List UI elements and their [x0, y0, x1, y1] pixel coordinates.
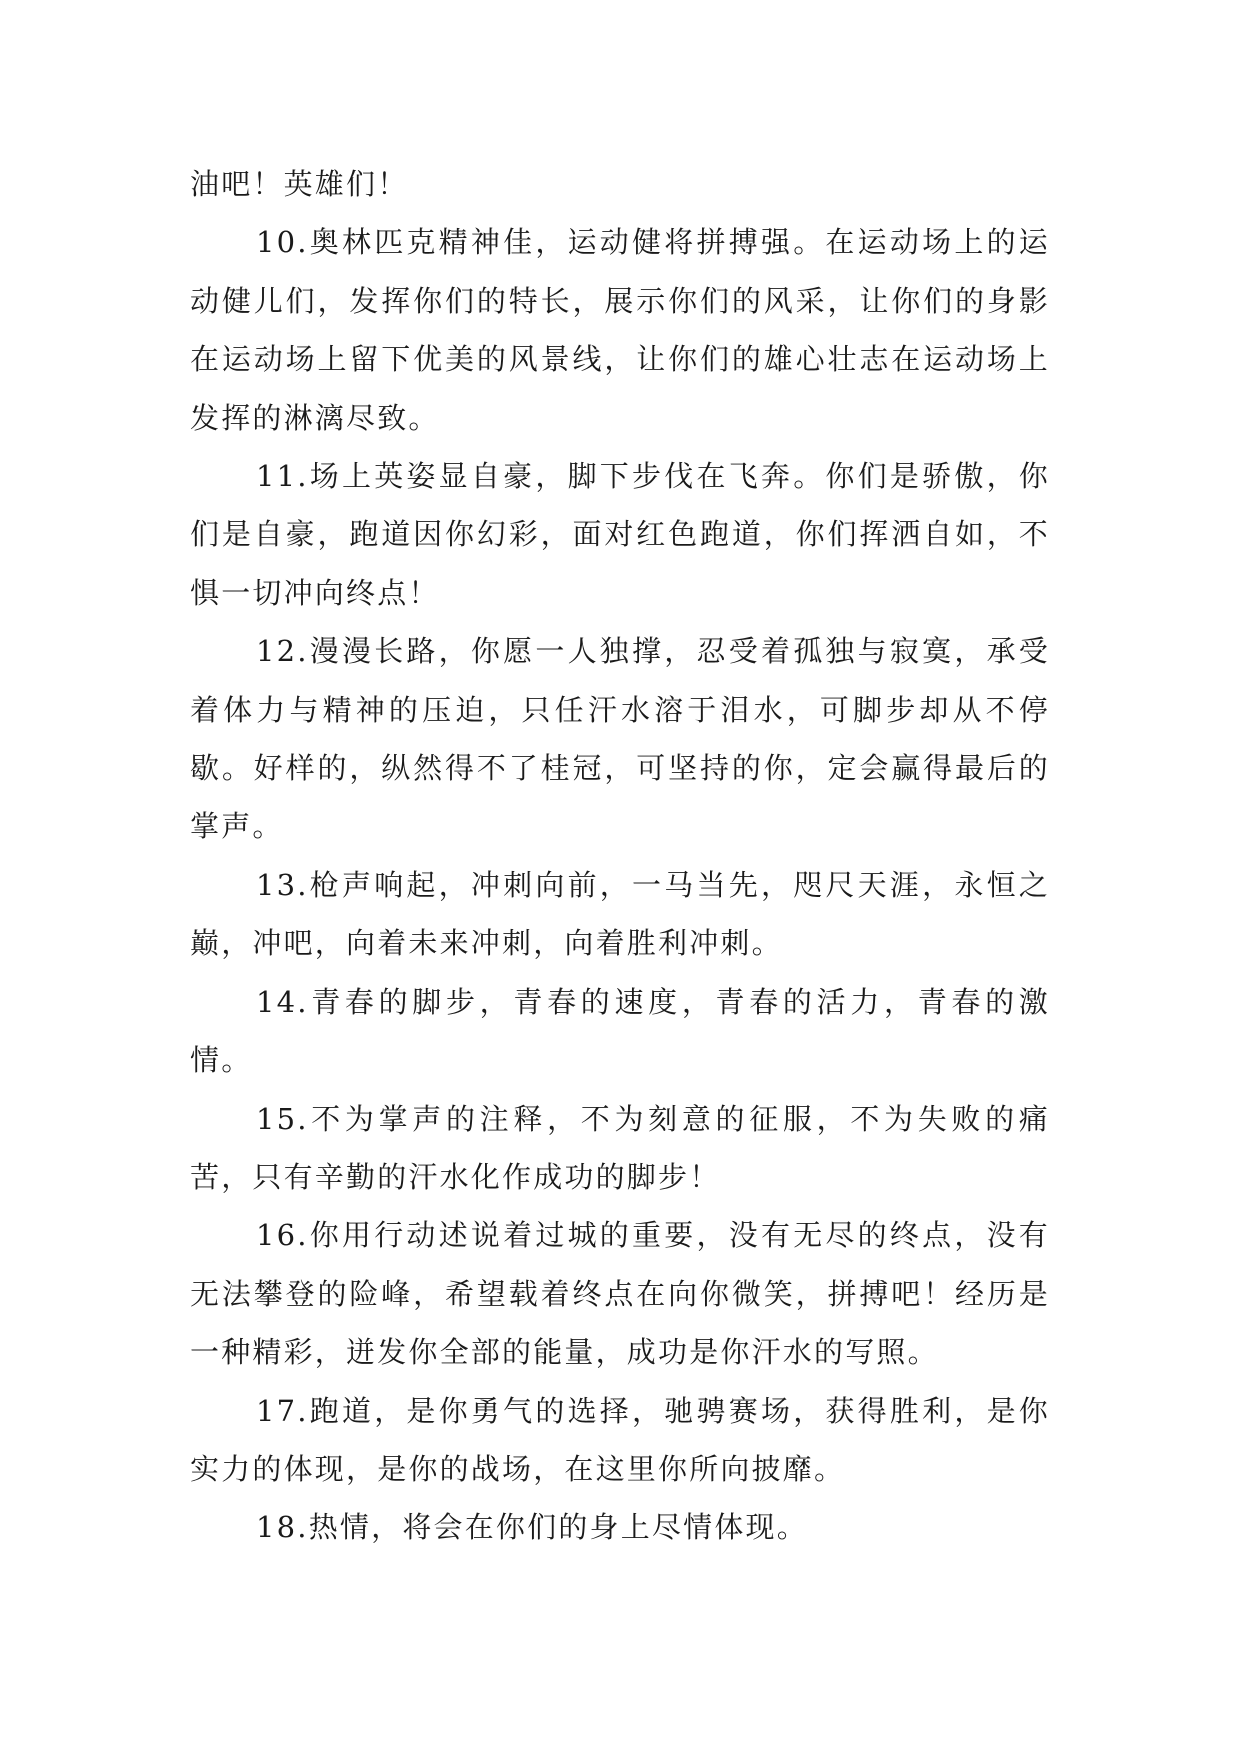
paragraph-item-11: 11.场上英姿显自豪，脚下步伐在飞奔。你们是骄傲，你们是自豪，跑道因你幻彩，面对红色跑道，你们挥洒自如，不惧一切冲向终点！ — [190, 459, 1050, 610]
paragraph-item-14: 14.青春的脚步，青春的速度，青春的活力，青春的激情。 — [190, 984, 1050, 1078]
document-body — [190, 155, 1050, 1557]
paragraph-item-18: 18.热情，将会在你们的身上尽情体现。 — [256, 1510, 808, 1545]
paragraph-continuation: 油吧！英雄们！ — [190, 167, 409, 201]
paragraph-item-16: 16.你用行动述说着过城的重要，没有无尽的终点，没有无法攀登的险峰，希望载着终点在向你微笑，拼搏吧！经历是一种精彩，迸发你全部的能量，成功是你汗水的写照。 — [190, 1218, 1050, 1370]
paragraph-item-10: 10.奥林匹克精神佳，运动健将拼搏强。在运动场上的运动健儿们，发挥你们的特长，展示你们的风采，让你们的身影在运动场上留下优美的风景线，让你们的雄心壮志在运动场上发挥的淋漓尽致。 — [190, 225, 1050, 435]
paragraph-item-12: 12.漫漫长路，你愿一人独撑，忍受着孤独与寂寞，承受着体力与精神的压迫，只任汗水溶于泪水，可脚步却从不停歇。好样的，纵然得不了桂冠，可坚持的你，定会赢得最后的掌声。 — [190, 634, 1050, 844]
paragraph-item-13: 13.枪声响起，冲刺向前，一马当先，咫尺天涯，永恒之巅，冲吧，向着未来冲刺，向着胜利冲刺。 — [190, 867, 1050, 961]
paragraph-item-17: 17.跑道，是你勇气的选择，驰骋赛场，获得胜利，是你实力的体现，是你的战场，在这里你所向披靡。 — [190, 1393, 1050, 1486]
paragraph-item-15: 15.不为掌声的注释，不为刻意的征服，不为失败的痛苦，只有辛勤的汗水化作成功的脚步！ — [190, 1101, 1050, 1194]
